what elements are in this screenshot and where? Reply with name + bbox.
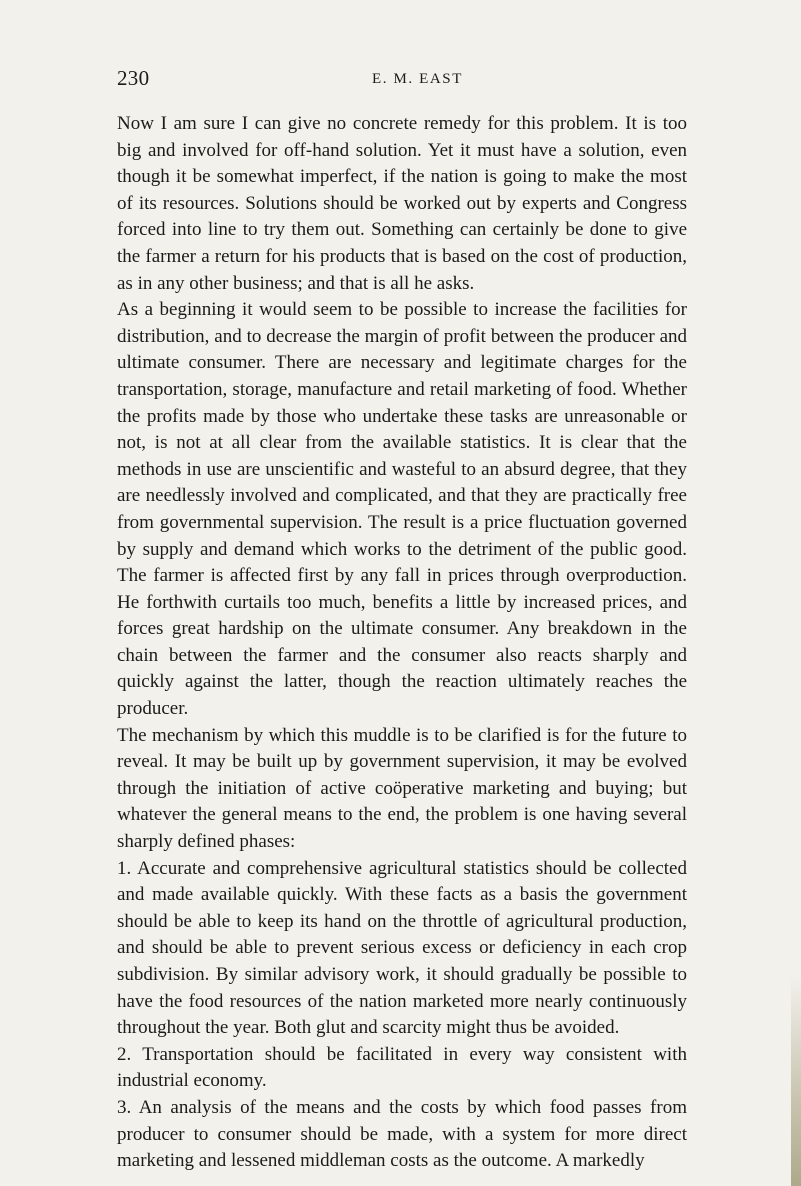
paragraph: The mechanism by which this muddle is to be clarified is for the future to reveal. It may be built up by government supervision, it may be evolved through the initiation of active coöperative marketing and buying; but whatever the general means to the end, the problem is one having several sharply defined phases:	[117, 724, 687, 853]
paragraph: 3. An analysis of the means and the costs by which food passes from producer to consumer should be made, with a system for more direct marketing and lessened middleman costs as the outcome. A markedly	[117, 1096, 687, 1172]
page-header	[117, 66, 687, 96]
paragraph: 2. Transportation should be facilitated in every way consistent with industrial economy.	[117, 1043, 687, 1092]
body-text	[117, 111, 687, 1175]
paragraph: As a beginning it would seem to be possible to increase the facilities for distribution, and to decrease the margin of profit between the producer and ultimate consumer. There are necessary and legitimate charges for the transportation, storage, manufacture and retail marketing of food. Whether the profits made by those who undertake these tasks are unreasonable or not, is not at all clear from the available statistics. It is clear that the methods in use are unscientific and wasteful to an absurd degree, that they are needlessly involved and complicated, and that they are practically free from governmental supervision. The result is a price fluctuation governed by supply and demand which works to the detriment of the public good. The farmer is affected first by any fall in prices through overproduction. He forthwith curtails too much, benefits a little by increased prices, and forces great hardship on the ultimate consumer. Any breakdown in the chain between the farmer and the consumer also reacts sharply and quickly against the latter, though the reaction ultimately reaches the producer.	[117, 299, 687, 720]
page-edge-shadow	[791, 976, 801, 1186]
paragraph: Now I am sure I can give no concrete remedy for this problem. It is too big and involved for off-hand solution. Yet it must have a solution, even though it be somewhat imperfect, if the nation is going to make the most of its resources. Solutions should be worked out by experts and Congress forced into line to try them out. Something can certainly be done to give the farmer a return for his products that is based on the cost of production, as in any other business; and that is all he asks.	[117, 113, 687, 294]
paragraph: 1. Accurate and comprehensive agricultural statistics should be collected and made available quickly. With these facts as a basis the government should be able to keep its hand on the throttle of agricultural production, and should be able to prevent serious excess or deficiency in each crop subdivision. By similar advisory work, it should gradually be possible to have the food resources of the nation marketed more nearly continuously throughout the year. Both glut and scarcity might thus be avoided.	[117, 857, 687, 1039]
running-head: E. M. EAST	[372, 71, 463, 87]
page-number: 230	[117, 66, 150, 90]
